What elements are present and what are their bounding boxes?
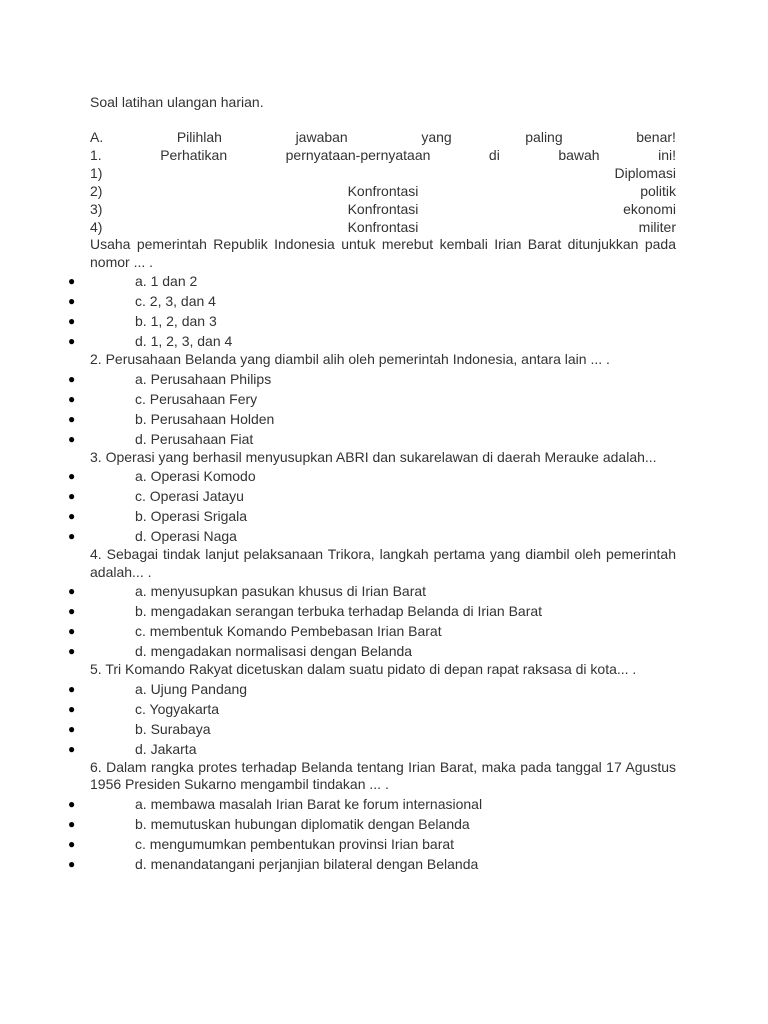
option-text: b. Surabaya	[135, 720, 211, 737]
section-instruction	[90, 128, 676, 146]
bullet-icon: ●	[68, 391, 76, 406]
option-text: a. membawa masalah Irian Barat ke forum internasional	[135, 795, 483, 812]
options-list	[68, 271, 676, 351]
bullet-icon: ●	[68, 489, 76, 503]
option-item	[68, 601, 676, 621]
bullet-icon: ●	[68, 314, 76, 328]
instruction-word: paling	[525, 129, 563, 145]
option-item	[68, 311, 676, 331]
bullet-icon: ●	[68, 701, 76, 716]
option-text: a. Ujung Pandang	[135, 680, 248, 697]
option-item	[68, 699, 676, 719]
options-list	[68, 369, 676, 449]
question-text: 5. Tri Komando Rakyat dicetuskan dalam suatu pidato di depan rapat raksasa di kota... .	[90, 661, 637, 677]
bullet-icon: ●	[68, 509, 76, 523]
option-text: d. menandatangani perjanjian bilateral dengan Belanda	[135, 855, 479, 872]
option-item	[68, 369, 676, 389]
option-text: d. Operasi Naga	[135, 528, 237, 544]
option-text: c. Yogyakarta	[135, 700, 220, 717]
bullet-icon: ●	[68, 836, 76, 851]
option-item	[68, 506, 676, 526]
statement-word: politik	[640, 183, 676, 199]
bullet-icon: ●	[68, 469, 76, 483]
statement-word: ekonomi	[623, 201, 676, 217]
option-text: c. mengumumkan pembentukan provinsi Irian barat	[135, 835, 455, 852]
bullet-icon: ●	[68, 796, 76, 811]
statement-number: 2)	[90, 183, 103, 199]
option-item	[68, 389, 676, 409]
instruction-word: benar!	[636, 129, 676, 145]
bullet-icon: ●	[68, 856, 76, 871]
intro-word: ini!	[658, 147, 676, 163]
bullet-icon: ●	[68, 604, 76, 618]
bullet-icon: ●	[68, 816, 76, 831]
bullet-icon: ●	[68, 584, 76, 598]
bullet-icon: ●	[68, 741, 76, 756]
option-text: d. 1, 2, 3, dan 4	[135, 333, 233, 349]
statement-row	[90, 218, 676, 236]
option-text: c. Operasi Jatayu	[135, 488, 244, 504]
option-text: d. mengadakan normalisasi dengan Belanda	[135, 643, 413, 659]
option-item	[68, 331, 676, 351]
question-number: 1.	[90, 147, 102, 163]
statement-row	[90, 164, 676, 182]
option-item	[68, 794, 676, 814]
document-body	[68, 93, 676, 874]
option-item	[68, 409, 676, 429]
statement-word: Diplomasi	[614, 165, 676, 181]
options-list	[68, 466, 676, 546]
bullet-icon: ●	[68, 681, 76, 696]
statement-word: Konfrontasi	[347, 183, 419, 199]
option-item	[68, 291, 676, 311]
statement-number: 1)	[90, 165, 103, 181]
bullet-icon: ●	[68, 624, 76, 638]
instruction-word: Pilihlah	[176, 129, 222, 145]
instruction-word: yang	[421, 129, 452, 145]
bullet-icon: ●	[68, 431, 76, 446]
question-text: 3. Operasi yang berhasil menyusupkan ABRI dan sukarelawan di daerah Merauke adalah...	[90, 448, 657, 465]
option-item	[68, 526, 676, 546]
bullet-icon: ●	[68, 721, 76, 736]
option-text: c. 2, 3, dan 4	[135, 293, 216, 309]
intro-word: pernyataan-pernyataan	[285, 147, 431, 163]
option-text: b. 1, 2, dan 3	[135, 313, 217, 329]
option-text: b. mengadakan serangan terbuka terhadap Belanda di Irian Barat	[135, 603, 543, 619]
question-text: 2. Perusahaan Belanda yang diambil alih oleh pemerintah Indonesia, antara lain ... .	[90, 351, 610, 367]
question-text: 4. Sebagai tindak lanjut pelaksanaan Trikora, langkah pertama yang diambil oleh pemerintah adalah... .	[90, 546, 676, 580]
intro-word: bawah	[558, 147, 600, 163]
options-list	[68, 581, 676, 661]
bullet-icon: ●	[68, 529, 76, 543]
option-item	[68, 739, 676, 759]
option-item	[68, 834, 676, 854]
question-1-intro	[90, 146, 676, 164]
statement-row	[90, 182, 676, 200]
statement-word: Konfrontasi	[347, 219, 419, 235]
bullet-icon: ●	[68, 294, 76, 308]
option-text: a. Operasi Komodo	[135, 468, 256, 484]
statement-word: militer	[638, 219, 676, 235]
statement-word: Konfrontasi	[347, 201, 419, 217]
instruction-word: jawaban	[295, 129, 348, 145]
bullet-icon: ●	[68, 274, 76, 288]
option-text: b. memutuskan hubungan diplomatik dengan Belanda	[135, 815, 470, 832]
option-item	[68, 679, 676, 699]
option-text: c. membentuk Komando Pembebasan Irian Barat	[135, 623, 442, 639]
options-list	[68, 679, 676, 759]
option-item	[68, 429, 676, 449]
intro-word: Perhatikan	[160, 147, 228, 163]
option-item	[68, 581, 676, 601]
option-text: a. menyusupkan pasukan khusus di Irian Barat	[135, 583, 427, 599]
question-text: 6. Dalam rangka protes terhadap Belanda tentang Irian Barat, maka pada tanggal 17 Agustus 1956 Presiden Sukarno mengambil tindakan ... .	[90, 758, 676, 792]
option-item	[68, 641, 676, 661]
option-text: a. 1 dan 2	[135, 273, 198, 289]
statement-row	[90, 200, 676, 218]
option-item	[68, 466, 676, 486]
option-item	[68, 271, 676, 291]
options-list	[68, 794, 676, 874]
document-title: Soal latihan ulangan harian.	[90, 94, 264, 110]
bullet-icon: ●	[68, 371, 76, 386]
intro-word: di	[488, 147, 500, 163]
option-item	[68, 719, 676, 739]
option-text: d. Jakarta	[135, 740, 197, 757]
question-text: Usaha pemerintah Republik Indonesia untuk merebut kembali Irian Barat ditunjukkan pada nomor ... .	[90, 236, 676, 270]
option-text: a. Perusahaan Philips	[135, 370, 272, 387]
option-item	[68, 486, 676, 506]
option-item	[68, 854, 676, 874]
option-item	[68, 621, 676, 641]
statement-number: 4)	[90, 219, 103, 235]
option-text: b. Perusahaan Holden	[135, 410, 275, 427]
bullet-icon: ●	[68, 644, 76, 658]
option-text: b. Operasi Srigala	[135, 508, 248, 524]
option-item	[68, 814, 676, 834]
bullet-icon: ●	[68, 411, 76, 426]
option-text: d. Perusahaan Fiat	[135, 430, 254, 447]
statement-number: 3)	[90, 201, 103, 217]
bullet-icon: ●	[68, 334, 76, 348]
option-text: c. Perusahaan Fery	[135, 390, 258, 407]
section-label: A.	[90, 129, 104, 145]
